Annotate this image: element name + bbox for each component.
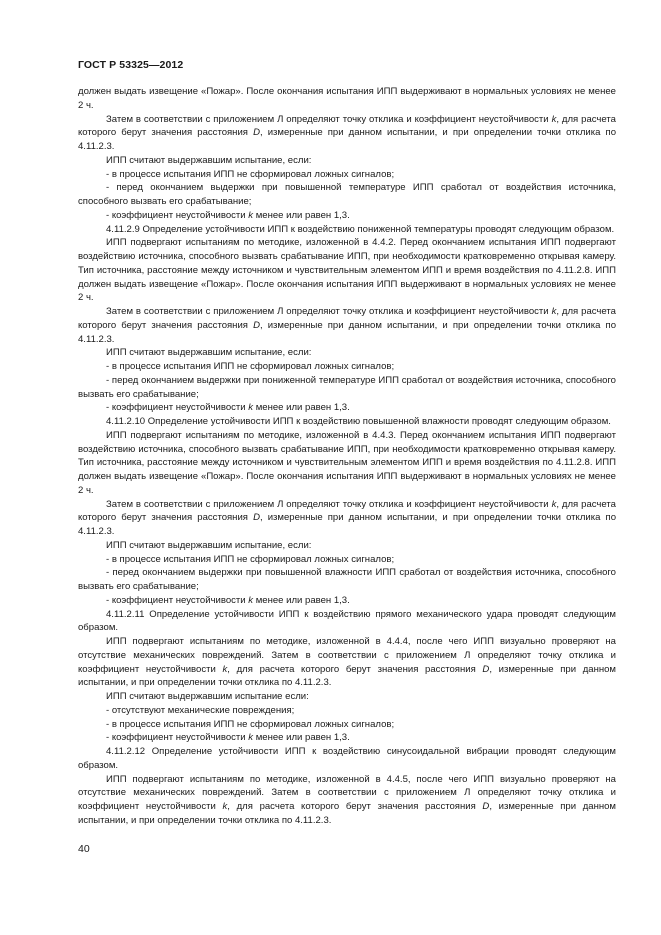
paragraph: - коэффициент неустойчивости k менее или равен 1,3. bbox=[106, 209, 350, 221]
paragraph: - в процессе испытания ИПП не сформировал ложных сигналов; bbox=[106, 168, 395, 180]
paragraph: 4.11.2.10 Определение устойчивости ИПП к воздействию повышенной влажности проводят следующим образом. bbox=[106, 416, 611, 427]
paragraph: - в процессе испытания ИПП не сформировал ложных сигналов; bbox=[106, 718, 395, 730]
paragraph: - перед окончанием выдержки при пониженной температуре ИПП сработал от воздействия источника, способного вызвать его срабатывание; bbox=[78, 374, 616, 400]
paragraph: - коэффициент неустойчивости k менее или равен 1,3. bbox=[106, 732, 350, 744]
paragraph: ИПП считают выдержавшим испытание если: bbox=[106, 691, 309, 702]
paragraph: - отсутствуют механические повреждения; bbox=[106, 704, 295, 716]
paragraph: ИПП подвергают испытаниям по методике, изложенной в 4.4.4, после чего ИПП визуально проверяют на отсутствие механических повреждений. Затем в соответствии с приложением Л определяют точку отклика и коэффициент неустойчивости k, для расчета которого берут значения расстояния D, измеренные при данном испытании, и при определении точки отклика по 4.11.2.3. bbox=[78, 636, 616, 689]
paragraph: - в процессе испытания ИПП не сформировал ложных сигналов; bbox=[106, 361, 395, 372]
paragraph: Затем в соответствии с приложением Л определяют точку отклика и коэффициент неустойчивости k, для расчета которого берут значения расстояния D, измеренные при данном испытании, и при определении точки отклика по 4.11.2.3. bbox=[78, 113, 617, 152]
paragraph: Затем в соответствии с приложением Л определяют точку отклика и коэффициент неустойчивости k, для расчета которого берут значения расстояния D, измеренные при данном испытании, и при определении точки отклика по 4.11.2.3. bbox=[78, 306, 617, 345]
standard-header: ГОСТ Р 53325—2012 bbox=[78, 59, 184, 71]
paragraph: ИПП считают выдержавшим испытание, если: bbox=[106, 539, 312, 551]
paragraph: ИПП считают выдержавшим испытание, если: bbox=[106, 154, 312, 166]
body-text bbox=[78, 85, 616, 828]
paragraph: ИПП подвергают испытаниям по методике, изложенной в 4.4.5, после чего ИПП визуально проверяют на отсутствие механических повреждений. Затем в соответствии с приложением Л определяют точку отклика и коэффициент неустойчивости k, для расчета которого берут значения расстояния D, измеренные при данном испытании, и при определении точки отклика по 4.11.2.3. bbox=[78, 773, 616, 826]
paragraph: - коэффициент неустойчивости k менее или равен 1,3. bbox=[106, 594, 350, 606]
paragraph: 4.11.2.9 Определение устойчивости ИПП к воздействию пониженной температуры проводят следующим образом. bbox=[106, 223, 615, 235]
paragraph: - перед окончанием выдержки при повышенной температуре ИПП сработал от воздействия источника, способного вызвать его срабатывание; bbox=[78, 182, 616, 207]
paragraph: ИПП подвергают испытаниям по методике, изложенной в 4.4.2. Перед окончанием испытания ИПП подвергают воздействию источника, способного вызвать срабатывание ИПП, при необходимости кратковременно открывая камеру. Тип источника, расстояние между источником и чувствительным элементом ИПП и время воздействия по 4.11.2.8. ИПП должен выдать извещение «Пожар». После окончания испытания ИПП выдерживают в нормальных условиях не менее 2 ч. bbox=[78, 237, 616, 304]
paragraph: ИПП подвергают испытаниям по методике, изложенной в 4.4.3. Перед окончанием испытания ИПП подвергают воздействию источника, способного вызвать срабатывание ИПП, при необходимости кратковременно открывая камеру. Тип источника, расстояние между источником и чувствительным элементом ИПП и время воздействия по 4.11.2.8. ИПП должен выдать извещение «Пожар». После окончания испытания ИПП выдерживают в нормальных условиях не менее 2 ч. bbox=[78, 429, 616, 496]
paragraph: 4.11.2.11 Определение устойчивости ИПП к воздействию прямого механического удара проводят следующим образом. bbox=[78, 608, 616, 634]
page-number: 40 bbox=[78, 843, 90, 855]
paragraph: должен выдать извещение «Пожар». После окончания испытания ИПП выдерживают в нормальных условиях не менее 2 ч. bbox=[78, 86, 616, 111]
paragraph: - перед окончанием выдержки при повышенной влажности ИПП сработал от воздействия источника, способного вызвать его срабатывание; bbox=[78, 567, 616, 592]
paragraph: Затем в соответствии с приложением Л определяют точку отклика и коэффициент неустойчивости k, для расчета которого берут значения расстояния D, измеренные при данном испытании, и при определении точки отклика по 4.11.2.3. bbox=[78, 498, 617, 537]
paragraph: ИПП считают выдержавшим испытание, если: bbox=[106, 347, 312, 359]
paragraph: - в процессе испытания ИПП не сформировал ложных сигналов; bbox=[106, 553, 395, 565]
paragraph: 4.11.2.12 Определение устойчивости ИПП к воздействию синусоидальной вибрации проводят следующим образом. bbox=[78, 746, 616, 771]
paragraph: - коэффициент неустойчивости k менее или равен 1,3. bbox=[106, 402, 350, 414]
